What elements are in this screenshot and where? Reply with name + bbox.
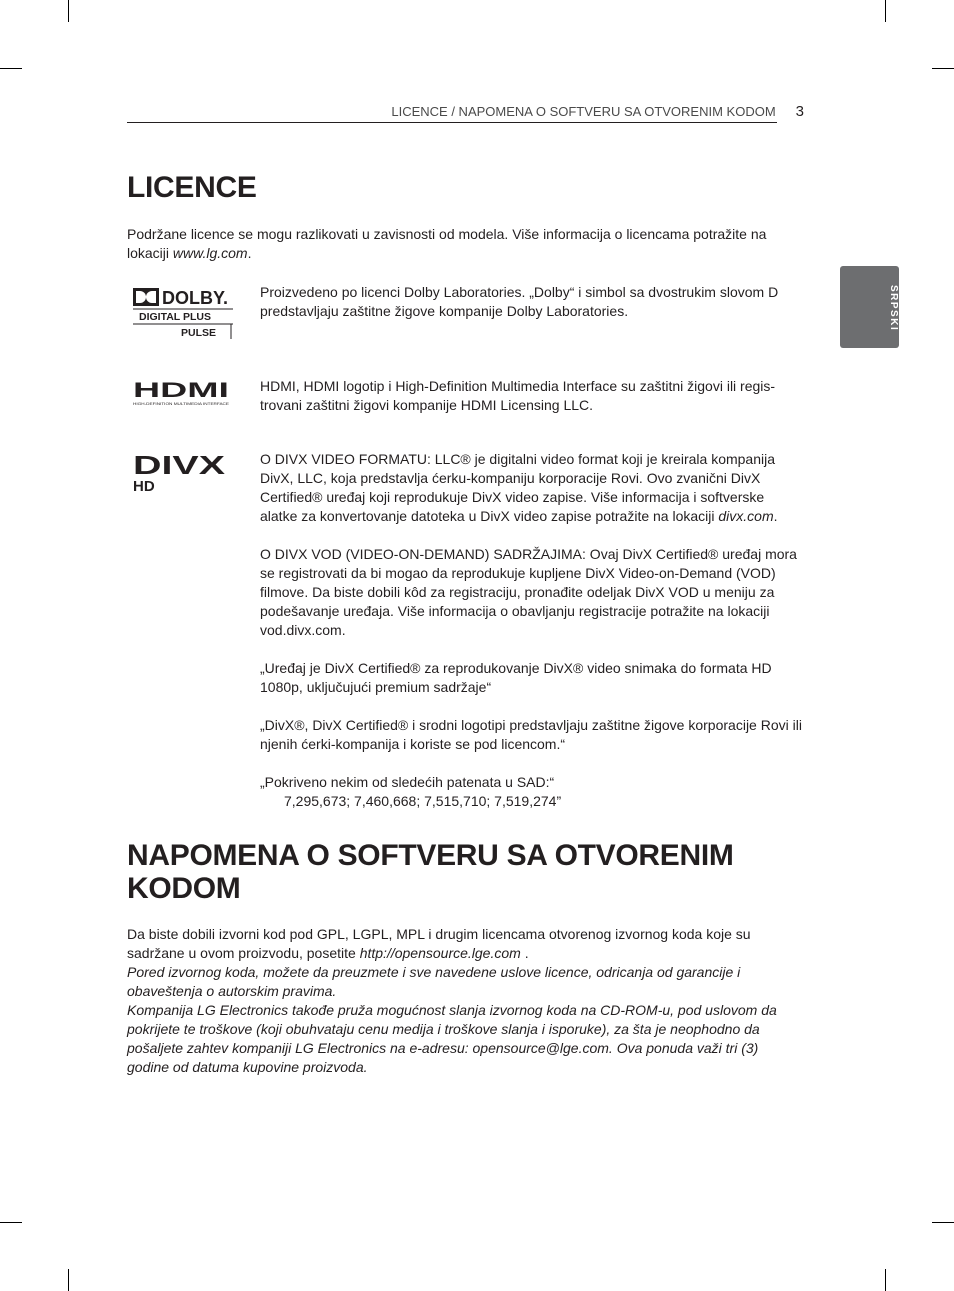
oss-p1-end: . (520, 945, 529, 961)
crop-mark (68, 0, 69, 22)
hdmi-logo-icon (133, 380, 233, 407)
licence-intro-end: . (247, 245, 252, 261)
divx-video-paragraph (260, 450, 805, 526)
divx-logo-word: DIVX (133, 452, 226, 480)
divx-patents-list: 7,295,673; 7,460,668; 7,515,710; 7,519,274” (284, 793, 562, 809)
crop-mark (0, 1222, 22, 1223)
crop-mark (932, 68, 954, 69)
header-rule (127, 122, 777, 123)
dolby-logo-word: DOLBY. (162, 288, 229, 308)
licence-title: LICENCE (127, 171, 257, 204)
hdmi-logo-tagline: HIGH-DEFINITION MULTIMEDIA INTERFACE (133, 401, 230, 406)
divx-vod-paragraph: O DIVX VOD (VIDEO-ON-DEMAND) SADRŽAJIMA: Ovaj DivX Certified® uređaj mora se registrovati da bi mogao da reprodukuje kupljene DivX Video-on-Demand (VOD) filmove. Da biste dobili kôd za registraciju, pronađite odeljak DivX VOD u meniju za podešavanje uređaja. Više informacija o obavljanju registracije potražite na lokaciji vod.divx.com. (260, 546, 797, 638)
oss-p1-text: Da biste dobili izvorni kod pod GPL, LGPL, MPL i drugim licencama otvorenog izvornog koda koje su sadržane u ovom proizvodu, posetite (127, 926, 751, 961)
page-number: 3 (795, 103, 804, 120)
divx-video-end: . (773, 508, 778, 524)
licence-intro (127, 225, 799, 263)
dolby-license-text: Proizvedeno po licenci Dolby Laboratories. „Dolby“ i simbol sa dvostrukim slovom D predstavljaju zaštitne žigove kompanije Dolby Laboratories. (260, 284, 779, 319)
divx-link[interactable]: divx.com (718, 508, 774, 524)
divx-logo-sub: HD (133, 478, 155, 494)
divx-patents-intro: „Pokriveno nekim od sledećih patenata u SAD:“ (260, 774, 555, 790)
dolby-logo-line3: PULSE (181, 327, 217, 339)
oss-paragraph-1 (127, 925, 799, 963)
hdmi-license-text: HDMI, HDMI logotip i High-Definition Multimedia Interface su zaštitni žigovi ili regis-trovani zaštitni žigovi kompanije HDMI Licensing LLC. (260, 378, 776, 413)
crop-mark (68, 1269, 69, 1291)
divx-video-text: O DIVX VIDEO FORMATU: LLC® je digitalni video format koji je kreirala kompanija DivX, LLC, koja predstavlja ćerku-kompaniju korporacije Rovi. Ovo zvanični DivX Certified® uređaj koji reprodukuje DivX video zapise. Više informacija i softverske alatke za konvertovanje datoteka u DivX video zapise potražite na lokaciji (260, 451, 776, 524)
crop-mark (885, 0, 886, 22)
divx-logo-icon (133, 452, 233, 494)
language-tab-label: SRPSKI (888, 284, 899, 332)
hdmi-logo-word: HDMI (133, 380, 229, 402)
language-tab (840, 266, 899, 348)
divx-license-block (260, 450, 805, 811)
crop-mark (0, 68, 22, 69)
oss-body (127, 925, 799, 1077)
dolby-logo-icon (133, 286, 233, 340)
crop-mark (885, 1269, 886, 1291)
crop-mark (932, 1222, 954, 1223)
lg-link[interactable]: www.lg.com (172, 245, 248, 261)
divx-trademark-paragraph: „DivX®, DivX Certified® i srodni logotipi predstavljaju zaštitne žigove korporacije Rovi ili njenih ćerki-kompanija i koriste se pod licencom.“ (260, 717, 802, 752)
running-header (127, 103, 804, 120)
opensource-link[interactable]: http://opensource.lge.com (359, 945, 521, 961)
oss-title: NAPOMENA O SOFTVERU SA OTVORENIM KODOM (127, 839, 734, 905)
oss-paragraph-2: Pored izvornog koda, možete da preuzmete i sve navedene uslove licence, odricanja od garancije i obaveštenja o autorskim pravima. (127, 964, 741, 999)
licence-intro-text: Podržane licence se mogu razlikovati u zavisnosti od modela. Više informacija o licencama potražite na lokaciji (127, 226, 767, 261)
dolby-logo-line2: DIGITAL PLUS (139, 311, 211, 323)
running-title: LICENCE / NAPOMENA O SOFTVERU SA OTVORENIM KODOM (391, 104, 776, 119)
oss-paragraph-3: Kompanija LG Electronics takođe pruža mogućnost slanja izvornog koda na CD-ROM-u, pod uslovom da pokrijete te troškove (koji obuhvataju cenu medija i troškove slanja i isporuke), za šta je neophodno da pošaljete zahtev kompaniji LG Electronics na e-adresu: opensource@lge.com. Ova ponuda važi tri (3) godine od datuma kupovine proizvoda. (127, 1002, 777, 1075)
divx-patents-paragraph (260, 773, 805, 811)
divx-certified-paragraph: „Uređaj je DivX Certified® za reprodukovanje DivX® video snimaka do formata HD 1080p, uključujući premium sadržaje“ (260, 660, 772, 695)
